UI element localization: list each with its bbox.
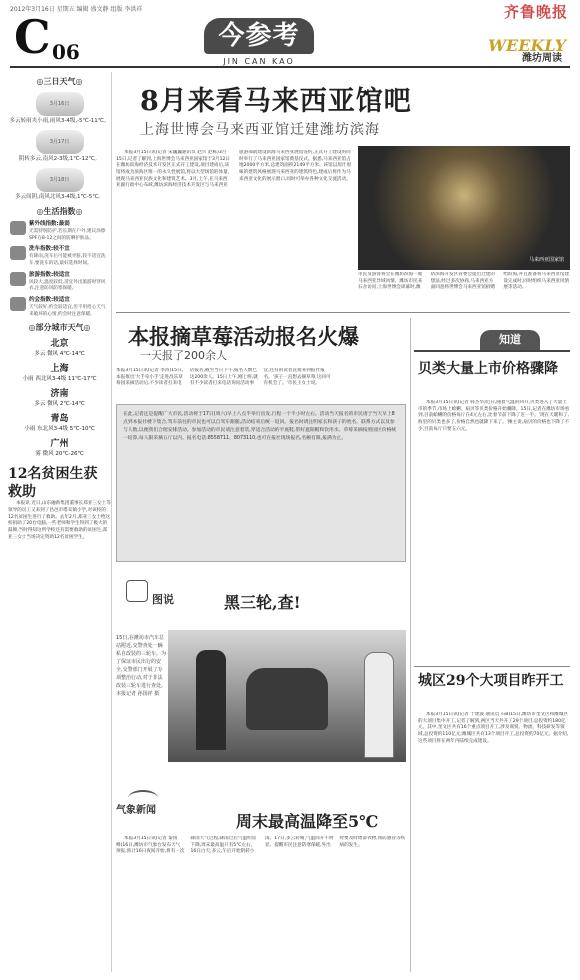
weather-day-text: 阴转多云,南风2-3级,1℃-12℃。 [18,155,101,162]
heart-icon [10,297,26,311]
city-forecast: 小雨 东北风3-4级 5℃-10℃ [24,425,95,432]
city-name: 北京 [50,338,69,349]
weather-day-text: 多云转雨夹小雨,雨风3-4级,-5℃-11℃。 [9,117,110,124]
section-letter: C [14,10,51,64]
page-number: 06 [52,40,80,64]
tricycle-figure [246,668,328,730]
photo-story-caption: 15日,在潍坊市汽车总站附近,交警查处一辆私自改装的三轮车。为了保证市民出行的安全,交警部门开展了专项整治行动,对于非法改装三轮车进行查处。本报记者 孙国祥 摄 [116,635,167,697]
weather-day [8,130,111,164]
left-story-headline: 12名贫困生获救助 [8,465,98,501]
left-story-body: 本报讯 近日,山东融新集团董事长郑亚三女士等领导的员工又来到了昌邑市塔耳镇小学,对该校的12名贫困生进行了救助。去年2月,郑亚三女士给这校捐助了20台电脑,一些老师和学生得到了极大的鼓舞,当时得知这所学校还有需要救助的贫困生,郑亚三女士当场决定资助12名贫困学生。 [8,501,111,540]
city-forecast: 雾 微风 20℃-26℃ [35,450,84,457]
city-forecast: 多云 微风 4℃-14℃ [34,350,85,357]
city-name: 上海 [50,363,69,374]
section-divider [116,312,570,313]
city-name: 青岛 [50,413,69,424]
article2-headline: 本报摘草莓活动报名火爆 [128,324,359,349]
weather-day [8,168,111,202]
city-weather [8,338,111,359]
article2-subheadline: 一天报了200余人 [140,349,227,362]
life-index-desc: 无需特别防护,若长期在户外,建议涂擦SPF在8-12之间的防晒护肤品。 [29,229,106,241]
life-index-title: 旅游指数:较适宜 [29,271,70,278]
pavilion-photo [358,146,570,270]
zhidao-header [414,330,570,352]
city-forecast: 多云 微风 2℃-14℃ [34,400,85,407]
city-weather [8,363,111,384]
column-divider [410,318,411,972]
article2-body: 本报3月15日讯(记者 李涛)15日,本报推出'大手牵小手'走进昌乐草莓园采摘活动后,不少读者打来电话报名,截至当日下午,报名人数已达200余人。15日上午,刚上班,就有不少读者打来电话询问活动事宜,还有的读者直接来到报社报名。'孩子一直想去摘草莓,这回可有机会了。'市民王女士说。 [116,368,331,387]
city-weather [8,438,111,459]
city-name: 济南 [50,388,69,399]
zhidao-tag: 知道 [480,330,540,350]
life-index [10,221,109,242]
weather-day-text: 多云间阴,南风北风3-4级,1℃-5℃。 [15,193,104,200]
life-index [10,246,109,267]
right-divider [414,666,570,667]
car-wash-icon [10,246,26,260]
activity-notice: 在此,记者还是提醒广大市民,活动将于17日(周六)早上八点半举行出发,行程一个半小时左右。活动当天报名的市民请于当天早上8点到本报社楼下集合,驾车前往的市民也可以自驾车跟随,活动结束后统一返回。报名时请注明家长和孩子的姓名、联系方式以及参与人数,以便我们合理安排活动。参加活动的市民请注意着装,穿适合活动的平底鞋,带好遮阳帽和饮用水。草莓采摘按照园区价格统一结算,每人限采摘五斤以内。报名电话:8558711、8073110,也可在报社现场报名,名额有限,报满为止。 [116,404,406,562]
photo-story-label: 图说 [152,593,174,606]
photo-caption: 马来西亚国家馆 [528,256,564,263]
life-index-desc: 有降雨,洗车后可能被弄脏,较不适宜洗车,要洗车的话,最好选择时间。 [29,254,106,266]
projects-headline: 城区29个大项目昨开工 [418,673,564,689]
shellfish-headline: 贝类大量上市价格骤降 [418,361,558,377]
photo-story-headline: 黑三轮,查! [224,593,301,612]
projects-body: 本报3月15日讯(记者 于建波 通讯员 石B)15日,潍坊市奎文区和潍城区的大项目集中开工,记者了解到,两区当天共开工29个项目,总投资约180亿元。其中,奎文区共有16个重点项目开工,涉及商贸、物流、科技研发等领域,总投资约110亿元;潍城区共有13个项目开工,总投资约70亿元。据介绍,这些项目将在两年内陆续完成建设。 [418,712,569,744]
dateline: 2012年3月16日 星期五 编辑 盛文静 组版 李洪祥 [10,6,143,13]
weather-news-headline: 周末最高温降至5℃ [236,812,379,831]
article1-tail: 市民及游客将会在潍坊滨海一睹马来西亚异域风情。潍坊市民来石舍访问,上海世博会闭幕时,潍坊滨海开发区管委会提出迁建的想法,经过多次协商,马来西亚方面同意将世博会马来西亚馆捐赠给滨海,并且准备将马来西亚馆建设完成时,同时组织马来西亚风情展等活动。 [358,272,570,291]
cloud-icon: 3月17日 [36,130,84,154]
city-box-title: ◎部分城市天气◎ [28,323,91,333]
life-box-title: ◎生活指数◎ [36,206,83,216]
weather-box-title: ◎三日天气◎ [36,77,83,86]
police-photo [168,630,406,762]
weekly-logo: WEEKLY [488,36,566,55]
left-column [8,72,112,972]
city-weather [8,388,111,409]
police-officer-figure [364,652,394,758]
weather-news-logo: 气象新闻 [116,805,156,816]
cloud-icon: 3月18日 [36,168,84,192]
section-pinyin: JIN CAN KAO [223,57,295,66]
life-index-desc: 天气较好,约会较适宜,但不用担心天气来破坏的心情,约会时注意保暖。 [29,304,106,317]
article1-headline: 8月来看马来西亚馆吧 [140,86,412,117]
article1-body: 本报3月15日讯(记者 宋巍巍通讯员 赵兴 赵栋)3月15日,记者了解到,上海世博会马来西亚国家馆于3月12日在潍坊滨海经济技术开发区正式开工建设,项目建成后,该馆将成为滨海区唯一的永久性展馆,将以大型场馆的体量,展现马来西亚民族文化和建筑艺术。3月,上午,在马来西亚副行政中心布域,潍坊滨海经济技术开发区与马来西亚旅游部就建设滨海马来西亚展馆签约,正式开工建设的同时举行了马来西亚国家馆奠基仪式。据悉,马来西亚馆占地2000平方米,总建筑面积2149平方米。该馆以原汁原味的建筑风格展现马来西亚的建筑特色,建成后将作为马来西亚文化的展示窗口,同时可举办各种文化交流活动。 [116,150,352,189]
article1-subheadline: 上海世博会马来西亚馆迁建潍坊滨海 [140,122,380,138]
life-index [10,272,109,293]
police-officer-figure [196,650,226,750]
city-forecast: 小雨 西北风3-4级 11℃-17℃ [22,375,97,382]
life-index-title: 紫外线指数:最弱 [29,221,70,228]
city-name: 广州 [50,438,69,449]
weekly-subtitle: 潍坊周读 [522,53,562,64]
life-index-title: 洗车指数:较不宜 [29,246,70,253]
travel-icon [10,272,26,286]
life-index [10,297,109,318]
weather-news-body: 本报3月15日讯(记者 秦国峰)16日,潍坊市气象台发布天气预报,预计16日夜间开始,将有一次降雨天气过程,降雨过后气温明显下降,周末最高温只有5℃左右。16日白天,多云,午后开始阴转小雨。17日,多云转晴,气温回升不明显。提醒市民注意防寒保暖,外出时要及时增添衣物,预防感冒等疾病的发生。 [116,836,406,855]
paper-name: 齐鲁晚报 [503,3,568,21]
shellfish-body: 本报3月15日讯(记者 韩杰华)近日,随着气温的回升,贝类进入了大量上市的季节,市场上蛤蜊、扇贝等贝类价格开始骤降。15日,记者在潍坊市场看到,目前蛤蜊的价格每斤在4元左右,比春节前下降了近一半。'现在天暖和了,海里的贝类也多了,价格自然也就降下来了。'摊主说,扇贝的价格也下降了不少,目前每斤只要五六元。 [418,400,570,432]
city-weather [8,413,111,434]
life-index-title: 约会指数:较适宜 [29,296,70,303]
cloud-rain-icon: 3月16日 [36,92,84,116]
section-name: 今参考 [204,18,314,54]
weather-day [8,92,111,126]
header-rule [10,66,570,68]
sun-icon [10,221,26,235]
life-index-desc: 风较大,温度较低,适宜外出旅游时穿风衣,注意防风防寒保暖。 [29,279,106,292]
camera-icon [126,580,148,602]
